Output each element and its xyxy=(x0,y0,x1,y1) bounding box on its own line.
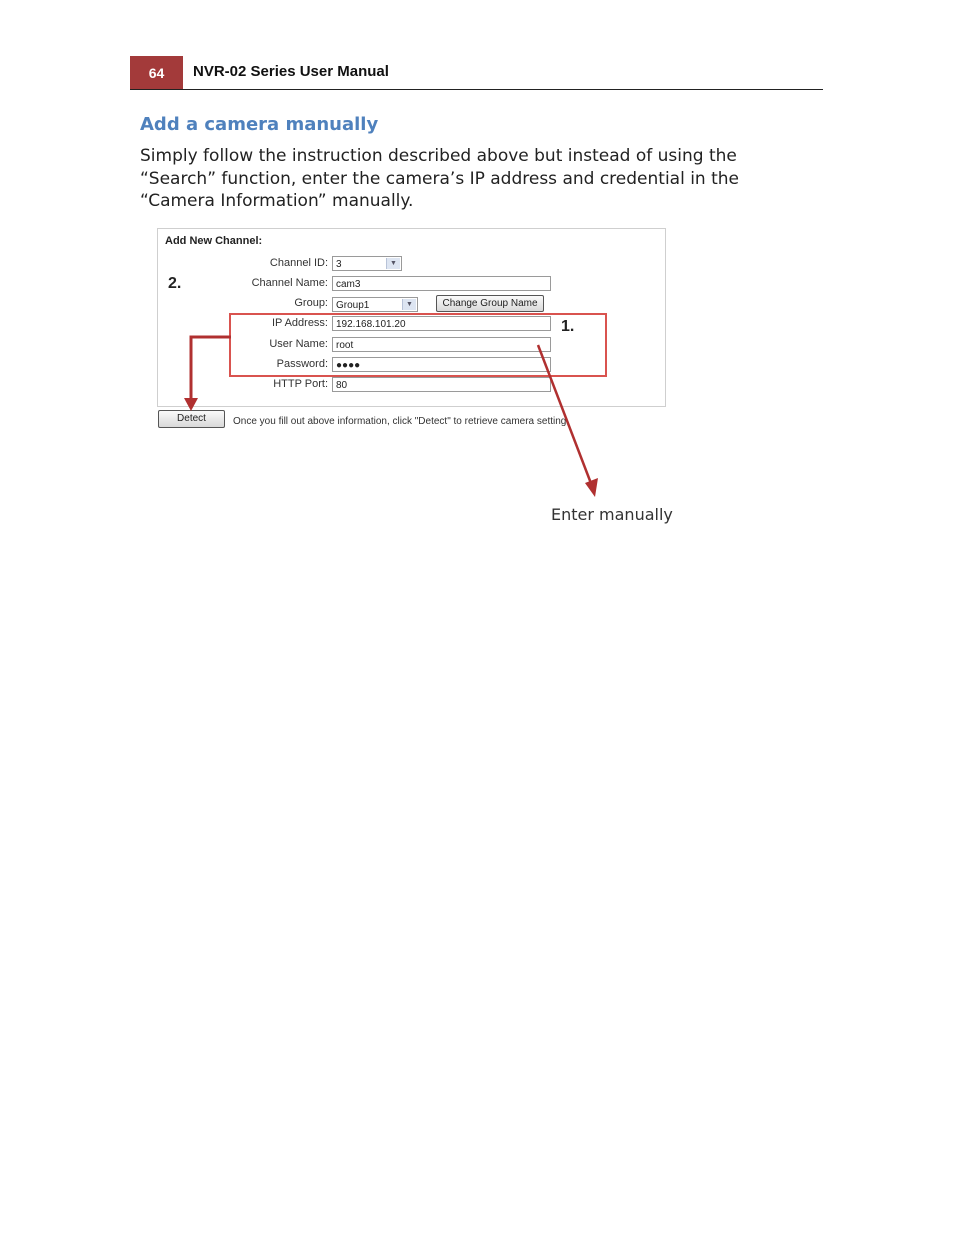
callout-arrow-line xyxy=(538,345,592,486)
password-input[interactable]: ●●●● xyxy=(332,357,551,372)
password-label: Password: xyxy=(276,358,328,370)
section-heading: Add a camera manually xyxy=(140,114,379,135)
channel-name-label: Channel Name: xyxy=(251,277,328,289)
user-name-input[interactable]: root xyxy=(332,337,551,352)
paragraph-line: “Search” function, enter the camera’s IP address and credential in the xyxy=(140,168,740,189)
group-value: Group1 xyxy=(336,300,370,311)
channel-id-label: Channel ID: xyxy=(269,257,328,269)
paragraph-line: “Camera Information” manually. xyxy=(140,191,414,211)
detect-button[interactable]: Detect xyxy=(158,410,225,428)
chevron-down-icon: ▼ xyxy=(402,299,416,310)
callout-label: Enter manually xyxy=(551,505,673,524)
chevron-down-icon: ▼ xyxy=(386,258,400,269)
detect-hint: Once you fill out above information, click "Detect" to retrieve camera setting xyxy=(233,416,567,427)
detect-arrow-head xyxy=(184,398,198,411)
user-name-label: User Name: xyxy=(269,338,328,350)
group-label: Group: xyxy=(294,297,328,309)
step-2-marker: 2. xyxy=(168,275,182,292)
paragraph-line: Simply follow the instruction described above but instead of using the xyxy=(140,146,737,166)
channel-name-input[interactable]: cam3 xyxy=(332,276,551,291)
form-title: Add New Channel: xyxy=(165,235,263,247)
detect-arrow-line xyxy=(191,337,231,400)
manual-title: NVR-02 Series User Manual xyxy=(193,63,389,80)
channel-id-value: 3 xyxy=(336,259,342,270)
ip-address-input[interactable]: 192.168.101.20 xyxy=(332,316,551,331)
http-port-input[interactable]: 80 xyxy=(332,377,551,392)
step-1-marker: 1. xyxy=(561,318,575,335)
ip-address-label: IP Address: xyxy=(271,317,328,329)
callout-arrow-head xyxy=(585,478,598,497)
change-group-name-button[interactable]: Change Group Name xyxy=(436,295,544,312)
http-port-label: HTTP Port: xyxy=(273,378,328,390)
page-number: 64 xyxy=(148,65,165,81)
